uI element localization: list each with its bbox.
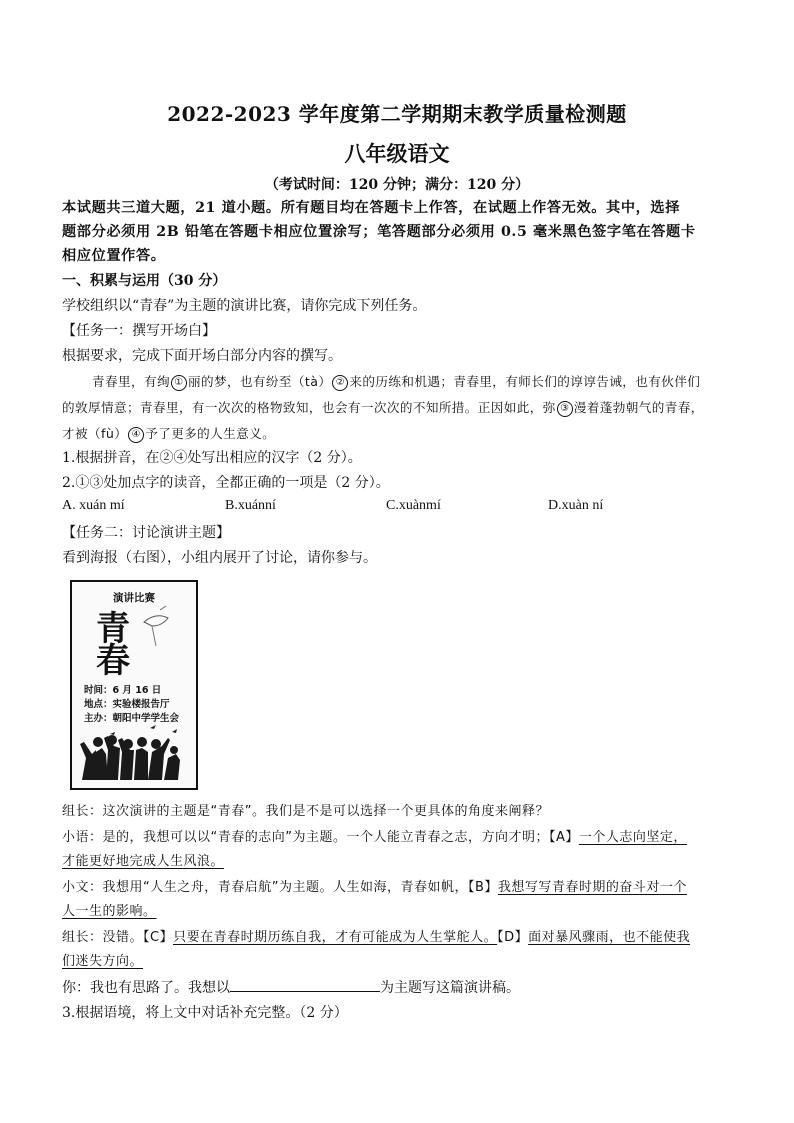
dialogue-xiaoyu-cont — [62, 850, 738, 874]
passage-line-3 — [62, 422, 738, 446]
marker-2: ② — [332, 375, 348, 391]
dialogue-leader-2-cont — [62, 950, 738, 974]
dialogue-text: 【D】 — [497, 930, 529, 945]
task2-prompt: 看到海报（右图），小组内展开了讨论，请你参与。 — [62, 550, 377, 566]
passage-text: 青春里，有绚 — [92, 374, 170, 389]
marker-4: ④ — [128, 427, 144, 443]
option-c[interactable]: C.xuànmí — [386, 498, 441, 513]
passage-text: 才被（fù） — [62, 426, 128, 441]
underlined-sentence-d: 面对暴风骤雨，也不能使我 — [528, 930, 691, 945]
dialogue-leader-1: 组长：这次演讲的主题是“青春”。我们是不是可以选择一个更具体的角度来阐释？ — [62, 804, 549, 819]
section-heading: 一、积累与运用（30 分） — [62, 273, 227, 289]
poster-place: 地点：实验楼报告厅 — [84, 699, 170, 710]
instructions-line-3: 相应位置作答。 — [62, 248, 166, 264]
question-2: 2.①③处加点字的读音，全都正确的一项是（2 分）。 — [62, 475, 390, 491]
dialogue-text: 你：我也有思路了。我想以 — [62, 980, 230, 996]
dialogue-xiaowen — [62, 876, 738, 900]
answer-blank[interactable] — [230, 977, 380, 992]
passage-text: 漫着蓬勃朝气的青春， — [573, 400, 704, 415]
section-intro: 学校组织以“青春”为主题的演讲比赛，请你完成下列任务。 — [62, 298, 427, 314]
instructions-line-1: 本试题共三道大题，21 道小题。所有题目均在答题卡上作答，在试题上作答无效。其中，选择 — [62, 200, 680, 216]
underlined-sentence-b: 我想写写青春时期的奋斗对一个 — [497, 880, 687, 895]
passage-line-1 — [92, 370, 738, 394]
question-1: 1.根据拼音，在②④处写出相应的汉字（2 分）。 — [62, 450, 362, 466]
dialogue-xiaowen-cont — [62, 900, 738, 924]
task2-title: 【任务二：讨论演讲主题】 — [62, 525, 230, 541]
dialogue-text: 组长：没错。【C】 — [62, 930, 174, 945]
passage-text: 的敦厚情意；青春里，有一次次的格物致知，也会有一次次的不知所措。正因如此，弥 — [62, 400, 556, 415]
subject-title: 八年级语文 — [344, 141, 450, 166]
dialogue-leader-2 — [62, 926, 738, 950]
option-a[interactable]: A. xuán mí — [62, 498, 125, 513]
dialogue-you — [62, 976, 738, 1000]
poster-heading: 演讲比赛 — [113, 592, 155, 604]
people-silhouette-icon — [80, 735, 180, 780]
underlined-sentence-d-cont: 们迷失方向。 — [62, 954, 144, 969]
option-b[interactable]: B.xuánní — [225, 498, 276, 513]
exam-title: 2022-2023 学年度第二学期期末教学质量检测题 — [167, 102, 627, 126]
marker-3: ③ — [557, 401, 573, 417]
poster-big-char-1: 青 — [96, 609, 130, 649]
speech-contest-poster — [70, 580, 198, 790]
dialogue-xiaoyu — [62, 826, 738, 850]
passage-text: 丽的梦，也有纷至（tà） — [187, 374, 332, 389]
poster-time: 时间：6 月 16 日 — [84, 685, 162, 696]
underlined-sentence-c: 只要在青春时期历练自我，才有可能成为人生掌舵人。 — [173, 930, 498, 945]
underlined-sentence-b-cont: 人一生的影响。 — [62, 904, 157, 919]
passage-text: 予了更多的人生意义。 — [145, 426, 276, 441]
marker-1: ① — [171, 375, 187, 391]
task1-prompt: 根据要求，完成下面开场白部分内容的撰写。 — [62, 348, 342, 364]
task1-title: 【任务一：撰写开场白】 — [62, 323, 216, 339]
option-d[interactable]: D.xuàn ní — [548, 498, 604, 513]
poster-host: 主办：朝阳中学学生会 — [84, 713, 180, 724]
question-3: 3.根据语境，将上文中对话补充完整。（2 分） — [62, 1005, 348, 1021]
dialogue-text: 小语：是的，我想可以以“青春的志向”为主题。一个人能立青春之志，方向才明；【A】 — [62, 830, 579, 845]
passage-text: 来的历练和机遇；青春里，有师长们的谆谆告诫，也有伙伴们 — [349, 374, 701, 389]
underlined-sentence-a-cont: 才能更好地完成人生风浪。 — [62, 854, 225, 869]
bird-sketch-icon — [144, 606, 168, 646]
poster-big-char-2: 春 — [96, 641, 130, 681]
passage-line-2 — [62, 396, 738, 420]
underlined-sentence-a: 一个人志向坚定， — [578, 830, 687, 845]
instructions-line-2: 题部分必须用 2B 铅笔在答题卡相应位置涂写；笔答题部分必须用 0.5 毫米黑色签字笔在答题卡 — [62, 224, 696, 240]
exam-info: （考试时间：120 分钟；满分：120 分） — [264, 177, 530, 193]
dialogue-text: 为主题写这篇演讲稿。 — [380, 980, 520, 996]
dialogue-text: 小文：我想用“人生之舟，青春启航”为主题。人生如海，青春如帆，【B】 — [62, 880, 498, 895]
birds-icon — [110, 725, 177, 735]
